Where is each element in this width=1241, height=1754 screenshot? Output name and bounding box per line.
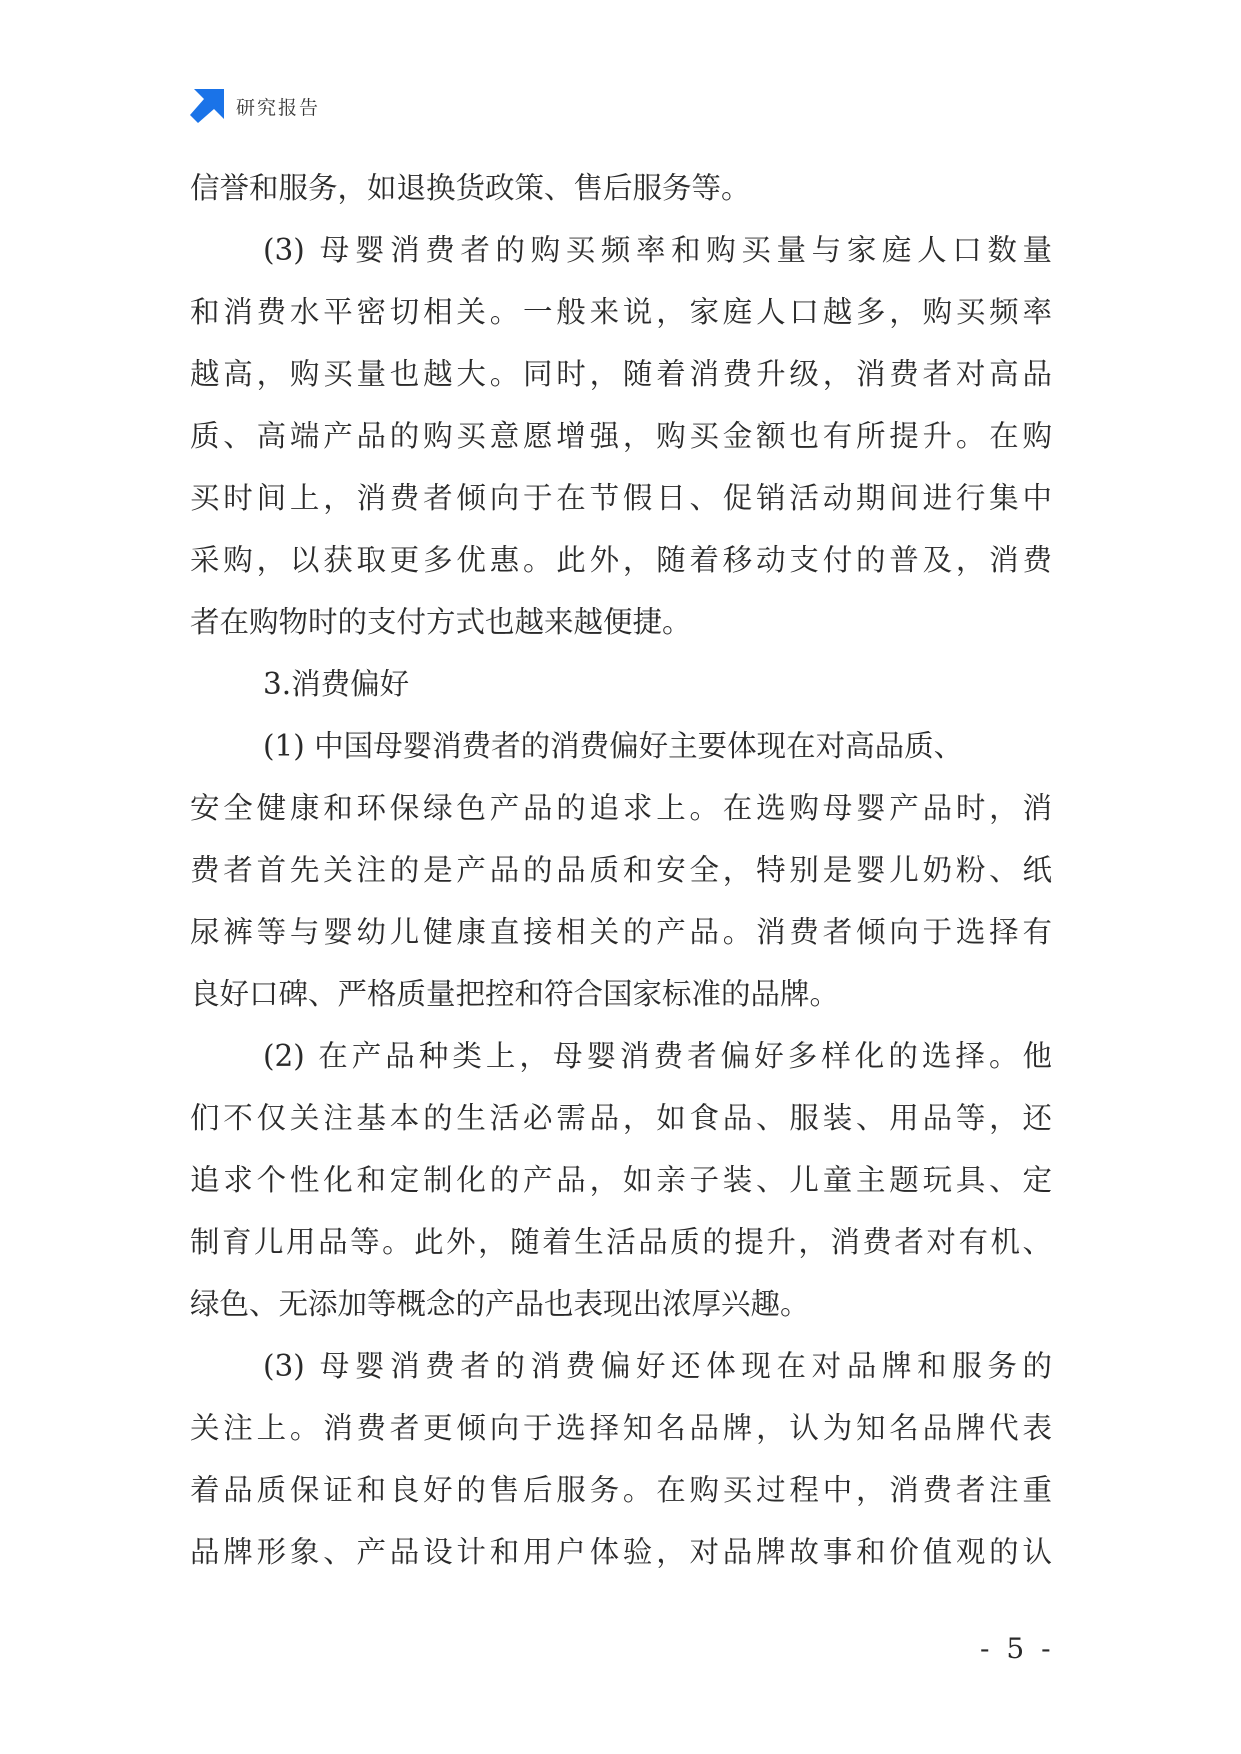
text-line: 追求个性化和定制化的产品，如亲子装、儿童主题玩具、定 [190,1163,1052,1197]
text-line: 信誉和服务，如退换货政策、售后服务等。 [190,171,751,205]
text-line: 质、高端产品的购买意愿增强，购买金额也有所提升。在购 [190,419,1052,453]
text-line: (2) 在产品种类上，母婴消费者偏好多样化的选择。他 [263,1039,1052,1073]
text-line: 关注上。消费者更倾向于选择知名品牌，认为知名品牌代表 [190,1411,1052,1445]
report-header [190,88,320,124]
section-heading: 3.消费偏好 [263,667,410,701]
text-line: 良好口碑、严格质量把控和符合国家标准的品牌。 [190,977,840,1011]
text-line: 买时间上，消费者倾向于在节假日、促销活动期间进行集中 [190,481,1052,515]
text-line: 安全健康和环保绿色产品的追求上。在选购母婴产品时，消 [190,791,1052,825]
header-title: 研究报告 [236,96,321,119]
body-text [190,157,1052,1583]
text-line: 越高，购买量也越大。同时，随着消费升级，消费者对高品 [190,357,1052,391]
text-line: 品牌形象、产品设计和用户体验，对品牌故事和价值观的认 [190,1535,1052,1569]
text-line: 者在购物时的支付方式也越来越便捷。 [190,605,692,639]
text-line: 制育儿用品等。此外，随着生活品质的提升，消费者对有机、 [190,1225,1052,1259]
text-line: 着品质保证和良好的售后服务。在购买过程中，消费者注重 [190,1473,1052,1507]
page-number: - 5 - [980,1632,1055,1665]
text-line: 尿裤等与婴幼儿健康直接相关的产品。消费者倾向于选择有 [190,915,1052,949]
text-line: 绿色、无添加等概念的产品也表现出浓厚兴趣。 [190,1287,810,1321]
text-line: 们不仅关注基本的生活必需品，如食品、服装、用品等，还 [190,1101,1052,1135]
text-line: (3) 母婴消费者的购买频率和购买量与家庭人口数量 [263,233,1052,267]
text-line: 费者首先关注的是产品的品质和安全，特别是婴儿奶粉、纸 [190,853,1052,887]
text-line: 和消费水平密切相关。一般来说，家庭人口越多，购买频率 [190,295,1052,329]
text-line: (3) 母婴消费者的消费偏好还体现在对品牌和服务的 [263,1349,1052,1383]
arrow-up-right-icon [190,89,224,123]
text-line: (1) 中国母婴消费者的消费偏好主要体现在对高品质、 [263,729,964,763]
text-line: 采购，以获取更多优惠。此外，随着移动支付的普及，消费 [190,543,1052,577]
